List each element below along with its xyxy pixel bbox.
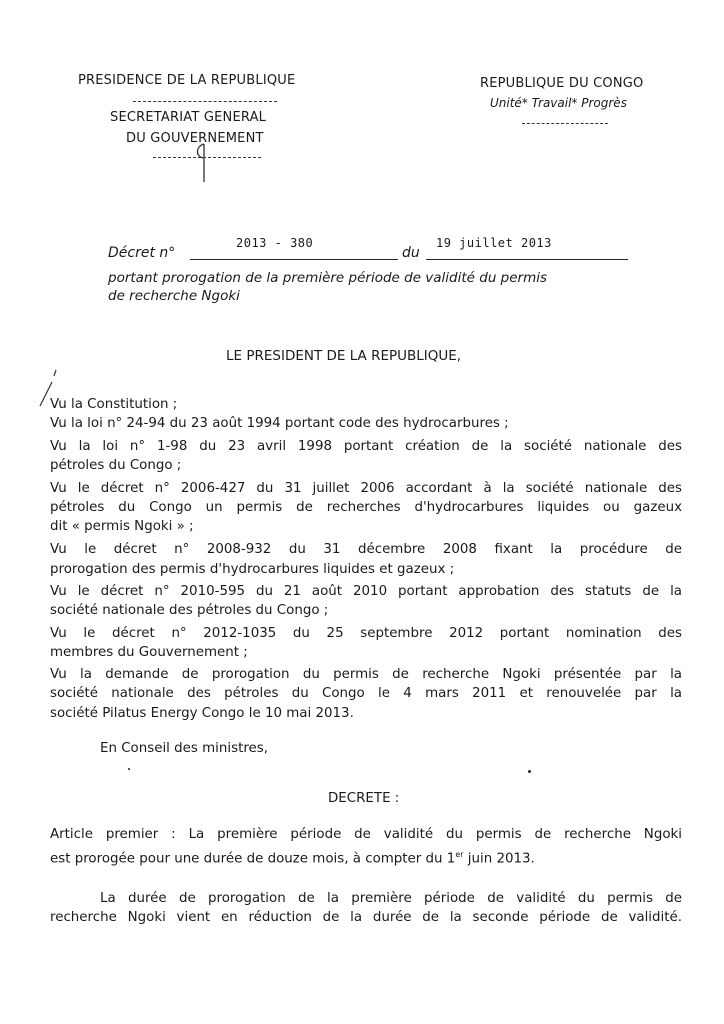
header-divider bbox=[522, 123, 608, 124]
visa-line: pétroles du Congo ; bbox=[50, 458, 182, 473]
article1-line1: Article premier : La première période de validité du permis de recherche Ngoki bbox=[50, 827, 682, 842]
decree-number: 2013 - 380 bbox=[236, 236, 314, 250]
header-secretariat: SECRETARIAT GENERAL bbox=[110, 110, 267, 125]
header-republique: REPUBLIQUE DU CONGO bbox=[480, 76, 644, 91]
stamp-mark-icon bbox=[190, 140, 220, 186]
decree-date: 19 juillet 2013 bbox=[436, 236, 552, 250]
visa-line: société nationale des pétroles du Congo ; bbox=[50, 603, 329, 618]
visa-line: Vu la demande de prorogation du permis de recherche Ngoki présentée par la bbox=[50, 667, 682, 682]
decree-title-line2: de recherche Ngoki bbox=[108, 288, 240, 304]
decree-label: Décret n° bbox=[108, 245, 176, 261]
visa-line: société Pilatus Energy Congo le 10 mai 2013. bbox=[50, 706, 354, 721]
decree-title-line1: portant prorogation de la première période de validité du permis bbox=[108, 270, 548, 286]
visa-line: société nationale des pétroles du Congo le 4 mars 2011 et renouvelée par la bbox=[50, 686, 682, 701]
visa-line: Vu la Constitution ; bbox=[50, 397, 178, 412]
visa-line: dit « permis Ngoki » ; bbox=[50, 519, 194, 534]
article1-text-end: juin 2013. bbox=[463, 851, 535, 867]
visa-line: Vu le décret n° 2010-595 du 21 août 2010 portant approbation des statuts de la bbox=[50, 584, 682, 599]
article1-text: est prorogée pour une durée de douze mois, à compter du 1 bbox=[50, 851, 456, 867]
visa-line: Vu le décret n° 2008-932 du 31 décembre 2008 fixant la procédure de bbox=[50, 542, 682, 557]
visa-line: Vu le décret n° 2012-1035 du 25 septembre 2012 portant nomination des bbox=[50, 626, 682, 641]
paragraph2-line1: La durée de prorogation de la première période de validité du permis de bbox=[100, 891, 682, 906]
decrete-heading: DECRETE : bbox=[328, 791, 400, 806]
visa-line: prorogation des permis d'hydrocarbures liquides et gazeux ; bbox=[50, 562, 455, 577]
paragraph2-line2: recherche Ngoki vient en réduction de la durée de la seconde période de validité. bbox=[50, 910, 682, 925]
visa-line: membres du Gouvernement ; bbox=[50, 645, 248, 660]
header-presidence: PRESIDENCE DE LA REPUBLIQUE bbox=[78, 73, 296, 88]
council-line: En Conseil des ministres, bbox=[100, 741, 268, 756]
decree-du-label: du bbox=[402, 245, 420, 261]
header-gouvernement: DU GOUVERNEMENT bbox=[126, 131, 264, 146]
president-heading: LE PRESIDENT DE LA REPUBLIQUE, bbox=[226, 348, 462, 364]
header-divider bbox=[133, 101, 277, 102]
scan-speck bbox=[128, 768, 130, 770]
article1-line2 bbox=[50, 846, 535, 868]
header-motto: Unité* Travail* Progrès bbox=[490, 96, 627, 110]
visa-line: Vu la loi n° 1-98 du 23 avril 1998 portant création de la société nationale des bbox=[50, 439, 682, 454]
scan-speck bbox=[528, 770, 531, 773]
visa-line: pétroles du Congo un permis de recherches d'hydrocarbures liquides ou gazeux bbox=[50, 500, 682, 515]
visa-line: Vu le décret n° 2006-427 du 31 juillet 2006 accordant à la société nationale des bbox=[50, 481, 682, 496]
visa-line: Vu la loi n° 24-94 du 23 août 1994 portant code des hydrocarbures ; bbox=[50, 416, 509, 431]
article1-sup: er bbox=[455, 850, 464, 859]
